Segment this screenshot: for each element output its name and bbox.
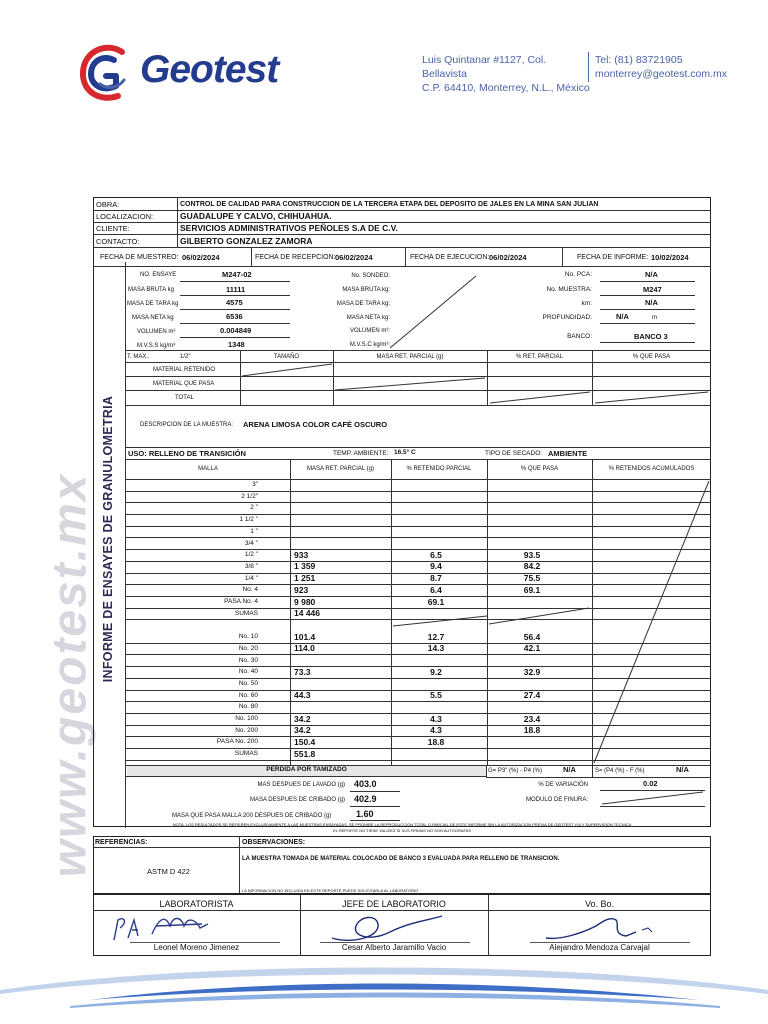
sieve-masa: 1 359: [294, 561, 316, 572]
sieve-ret: 9.2: [430, 666, 442, 677]
sieve-pasa: 42.1: [523, 643, 541, 654]
laboratorista-name: Leonel Moreno Jimenez: [153, 943, 240, 952]
sieve-malla: 2 1/2": [241, 492, 258, 500]
no-muestra-label: No. MUESTRA:: [546, 286, 592, 293]
col-que-pasa: % QUE PASA: [632, 354, 671, 360]
sieve-pasa: 18.8: [523, 725, 541, 736]
obra-label: OBRA:: [96, 200, 120, 209]
s-value: N/A: [676, 765, 689, 774]
sieve-ret: 4.3: [430, 725, 442, 736]
no-pca-label: No. PCA:: [564, 271, 592, 278]
company-contact: [595, 53, 727, 81]
sieve-pasa: 32.9: [523, 666, 541, 677]
company-logo: [78, 44, 293, 104]
report-title: INFORME DE ENSAYES DE GRANULOMETRIA: [101, 395, 115, 683]
fecha-muestreo-value: 06/02/2024: [182, 253, 220, 262]
sieve-masa: 551.8: [294, 748, 316, 759]
laboratorista-label: LABORATORISTA: [159, 899, 234, 909]
company-phone: Tel: (81) 83721905: [595, 54, 683, 66]
volumen2-label: VOLUMEN m³:: [349, 328, 390, 334]
sieve-masa: 73.3: [294, 666, 311, 677]
sieve-pasa: 56.4: [523, 631, 541, 642]
sieve-malla: No. 80: [238, 703, 258, 711]
company-name: Geotest: [140, 48, 279, 91]
sieve-malla: PASA No. 4: [224, 598, 258, 605]
acumulados-strike: [592, 479, 711, 765]
sieve-masa: 101.4: [294, 631, 316, 642]
no-ensaye-label: NO. ENSAYE: [140, 272, 177, 278]
sieve-malla: 1/4 ": [244, 574, 258, 582]
g-value: N/A: [563, 765, 576, 774]
sieve-header-acumulados: % RETENIDOS ACUMULADOS: [608, 466, 695, 472]
sieve-malla: 1/2 ": [244, 551, 258, 559]
referencias-label: REFERENCIAS:: [95, 839, 148, 846]
sieve-malla: No. 100: [235, 715, 258, 722]
sieve-ret: 18.8: [427, 736, 445, 747]
masa-tara-label: MASA DE TARA kg: [127, 301, 179, 307]
sieve-pasa: 75.5: [523, 573, 541, 584]
obra-value: CONTROL DE CALIDAD PARA CONSTRUCCION DE LA TERCERA ETAPA DEL DEPOSITO DE JALES EN LA MINA SAN JULIAN: [180, 201, 599, 208]
vobo-label: Vo. Bo.: [584, 899, 615, 909]
uso-value: USO: RELLENO DE TRANSICIÓN: [128, 449, 246, 458]
tmax-strikes: [240, 362, 711, 405]
masa-neta-value: 6536: [226, 312, 243, 321]
sieve-malla: No. 4: [242, 586, 258, 594]
sieve-ret: 4.3: [430, 713, 442, 724]
row-total: TOTAL: [175, 395, 194, 401]
s-label: S= (P4 (%) - F (%): [595, 768, 645, 774]
masa-neta-label: MASA NETA kg: [132, 315, 174, 321]
malla200-value: 1.60: [356, 809, 374, 819]
nota-2: EL REPORTE NO TIENE VALIDEZ SI SUS FIRMAS NO SON AUTOGRAFAS: [332, 828, 472, 833]
masa-tara-value: 4575: [226, 298, 243, 307]
sieve-ret: 12.7: [427, 631, 445, 642]
lavado-value: 403.0: [354, 779, 377, 789]
fecha-recepcion-value: 06/02/2024: [335, 253, 373, 262]
sieve-pasa: 27.4: [523, 690, 541, 701]
logo-swirl-icon: [78, 44, 140, 104]
fecha-informe-label: FECHA DE INFORME:: [577, 254, 649, 261]
sieve-masa: 1 251: [294, 573, 316, 584]
masa-tara2-label: MASA DE TARA kg:: [336, 301, 390, 307]
vobo-name: Alejandro Mendoza Carvajal: [549, 943, 650, 952]
sonde-na-strike: [388, 272, 478, 352]
sieve-masa: 923: [294, 584, 309, 595]
col-ret-parcial: % RET. PARCIAL: [516, 354, 563, 360]
footer-wave-decoration: [0, 960, 768, 1024]
sieve-ret: 8.7: [430, 573, 442, 584]
malla200-label: MASA QUE PASA MALLA 200 DESPUES DE CRIBADO (g): [172, 813, 332, 819]
fecha-muestreo-label: FECHA DE MUESTREO:: [100, 254, 179, 261]
cribado-value: 402.9: [354, 794, 377, 804]
no-pca-value: N/A: [645, 270, 658, 279]
col-tamano: TAMAÑO: [273, 354, 300, 360]
sieve-malla: No. 20: [238, 644, 258, 652]
finura-label: MODULO DE FINURA:: [525, 797, 588, 803]
km-label: km:: [581, 300, 592, 307]
sieve-header-malla: MALLA: [198, 466, 218, 472]
sieve-malla: 3/4 ": [244, 539, 258, 547]
observaciones-label: OBSERVACIONES:: [242, 839, 306, 846]
tmax-value: 1/2": [180, 354, 191, 360]
no-ensaye-value: M247-02: [222, 270, 252, 279]
sieve-masa: 9 980: [294, 596, 316, 607]
sieve-ret: 5.5: [430, 690, 442, 701]
mvss-label: M.V.S.S kg/m³: [137, 343, 176, 349]
sieve-table: [126, 459, 711, 765]
sieve-malla: No. 10: [238, 633, 258, 641]
sieve-malla: SUMAS: [234, 609, 258, 617]
sieve-ret: 14.3: [427, 643, 445, 654]
sieve-masa: 114.0: [294, 643, 315, 654]
fecha-ejecucion-label: FECHA DE EJECUCION:: [410, 254, 490, 261]
sumas-strike: [391, 604, 591, 629]
secado-label: TIPO DE SECADO:: [485, 450, 543, 457]
finura-strike: [600, 790, 705, 806]
sieve-masa: 933: [294, 549, 309, 560]
masa-bruta2-label: MASA BRUTA kg:: [342, 287, 390, 293]
sieve-malla: PASA No. 200: [216, 738, 258, 746]
variacion-label: % DE VARIACIÓN: [538, 782, 588, 788]
mvsc-label: M.V.S.C kg/m³:: [349, 342, 390, 348]
sieve-header-masa: MASA RET. PARCIAL (g): [306, 466, 375, 472]
sieve-malla: No. 60: [238, 691, 258, 699]
website-watermark: www.geotest.mx: [43, 472, 97, 878]
contacto-value: GILBERTO GONZALEZ ZAMORA: [180, 236, 313, 246]
descripcion-value: ARENA LIMOSA COLOR CAFÉ OSCURO: [243, 420, 388, 429]
sieve-malla: 2 ": [250, 504, 258, 512]
cribado-label: MASA DESPUES DE CRIBADO (g): [249, 797, 345, 803]
sieve-masa: 150.4: [294, 736, 316, 747]
mvss-value: 1348: [228, 340, 245, 349]
descripcion-label: DESCRIPCION DE LA MUESTRA:: [140, 422, 234, 428]
g-label: G= P3" (%) - P4 (%): [488, 768, 542, 774]
address-line-2: C.P. 64410, Monterrey, N.L., México: [422, 82, 590, 94]
fecha-ejecucion-value: 06/02/2024: [489, 253, 527, 262]
sieve-masa: 44.3: [294, 690, 311, 701]
temp-label: TEMP. AMBIENTE:: [333, 450, 389, 457]
references-block: [93, 836, 711, 895]
sieve-header-pasa: % QUE PASA: [520, 466, 559, 472]
sieve-masa: 34.2: [294, 713, 311, 724]
sieve-masa: 14 446: [294, 608, 320, 619]
jefe-name: Cesar Alberto Jaramillo Vacio: [341, 943, 447, 952]
banco-label: BANCO:: [567, 333, 592, 340]
col-masa-parcial: MASA RET. PARCIAL (g): [376, 354, 444, 360]
sieve-masa: 34.2: [294, 725, 311, 736]
observacion-value: LA MUESTRA TOMADA DE MATERIAL COLOCADO DE BANCO 3 EVALUADA PARA RELLENO DE TRANSICION.: [242, 856, 560, 862]
jefe-signature-icon: [320, 910, 450, 946]
row-material-pasa: MATERIAL QUE PASA: [153, 381, 215, 387]
fecha-recepcion-label: FECHA DE RECEPCION:: [255, 254, 336, 261]
sieve-header-ret: % RETENIDO PARCIAL: [406, 466, 472, 472]
referencia-value: ASTM D 422: [147, 867, 190, 876]
report-sidebar: [93, 262, 126, 828]
company-email: monterrey@geotest.com.mx: [595, 68, 728, 80]
info-note: LA INFORMACION NO INCLUIDA EN ESTE REPORTE PUEDE SOLICITARLA AL LABORATORIO: [242, 888, 419, 893]
sieve-pasa: 23.4: [523, 713, 541, 724]
sieve-pasa: 84.2: [523, 561, 541, 572]
localizacion-label: LOCALIZACION:: [96, 212, 154, 221]
volumen-value: 0.004849: [220, 326, 252, 335]
lavado-label: MAS DESPUES DE LAVADO (g): [257, 782, 345, 788]
variacion-value: 0.02: [643, 779, 658, 788]
sieve-malla: 1 ": [250, 527, 258, 535]
sieve-ret: 69.1: [427, 596, 445, 607]
sieve-ret: 6.5: [430, 549, 442, 560]
masa-bruta-label: MASA BRUTA kg: [128, 287, 174, 293]
profundidad-value: N/A: [616, 312, 629, 321]
sieve-ret: 6.4: [430, 584, 442, 595]
masa-bruta-value: 11111: [226, 285, 246, 294]
km-value: N/A: [645, 298, 658, 307]
no-muestra-value: M247: [643, 285, 662, 294]
masa-neta2-label: MASA NETA kg:: [346, 315, 390, 321]
cliente-value: SERVICIOS ADMINISTRATIVOS PEÑOLES S.A DE C.V.: [180, 223, 398, 233]
fecha-informe-value: 10/02/2024: [651, 253, 689, 262]
secado-value: AMBIENTE: [548, 449, 588, 458]
sieve-malla: No. 30: [238, 656, 258, 664]
sieve-malla: No. 50: [238, 679, 258, 687]
sieve-malla: 1 1/2 ": [239, 516, 258, 524]
no-sondeo-label: No. SONDEO:: [351, 273, 390, 279]
sieve-malla: SUMAS: [234, 750, 258, 758]
vobo-signature-icon: [540, 910, 670, 946]
perdida-title: PERDIDA POR TAMIZADO: [266, 766, 347, 773]
jefe-label: JEFE DE LABORATORIO: [342, 899, 446, 909]
sieve-malla: No. 40: [238, 668, 258, 676]
temp-value: 16.5° C: [394, 449, 416, 456]
sieve-malla: 3/8 ": [244, 562, 258, 570]
localizacion-value: GUADALUPE Y CALVO, CHIHUAHUA.: [180, 211, 332, 221]
sieve-pasa: 69.1: [523, 584, 541, 595]
cliente-label: CLIENTE:: [96, 224, 130, 233]
nota-1: NOTA: LOS RESULTADOS SE REFIEREN EXCLUSIVAMENTE A LAS MUESTRAS ENSAYADAS. SE PROHIBE LA REPRODUCCION TOTAL O PARCIAL DE ESTE INFORME SIN LA AUTORIZACION PREVIA DE GEOTEST Y/A Y SUPERVISION TECNICA: [172, 822, 632, 827]
profundidad-unit: m: [652, 315, 657, 321]
tmax-label: T. MAX.:: [127, 354, 150, 360]
sieve-malla: No. 200: [235, 726, 258, 734]
sieve-pasa: 93.5: [523, 549, 541, 560]
sieve-ret: 9.4: [430, 561, 442, 572]
row-material-retenido: MATERIAL RETENIDO: [153, 367, 216, 373]
volumen-label: VOLUMEN m³: [137, 329, 176, 335]
banco-value: BANCO 3: [634, 332, 668, 341]
contacto-label: CONTACTO:: [96, 237, 140, 246]
sieve-malla: 3": [252, 481, 258, 488]
company-address: [422, 53, 592, 95]
profundidad-label: PROFUNDIDAD:: [542, 314, 592, 321]
laboratorista-signature-icon: [110, 912, 220, 946]
address-line-1: Luis Quintanar #1127, Col. Bellavista: [422, 54, 547, 80]
